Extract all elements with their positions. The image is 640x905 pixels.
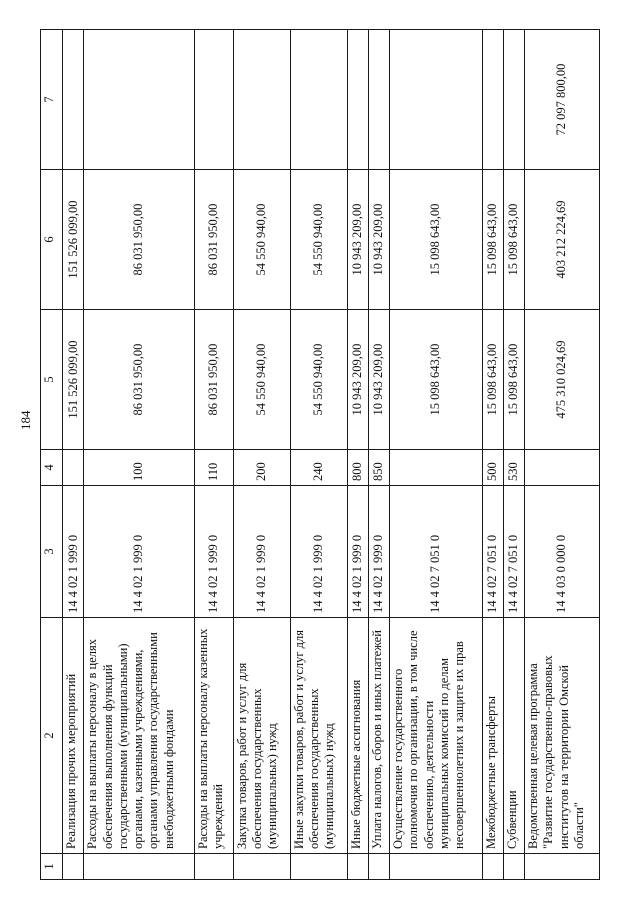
- amount-total-cell: 86 031 950,00: [84, 310, 194, 450]
- row-index-cell: [525, 854, 600, 880]
- expense-name-cell: Осуществление государственного полномочия по организации, в том числе обеспечению, деятельности муниципальных комиссий по делам несовершеннолетних и защите их прав: [390, 618, 483, 854]
- amount-column-7-cell: [390, 30, 483, 170]
- row-index-cell: [233, 854, 290, 880]
- amount-column-7-cell: [482, 30, 503, 170]
- table-row: [63, 30, 84, 880]
- table-row: [84, 30, 194, 880]
- expense-name-cell: Иные бюджетные ассигнования: [347, 618, 368, 854]
- amount-total-cell: 54 550 940,00: [290, 310, 347, 450]
- amount-column-6-cell: 15 098 643,00: [390, 170, 483, 310]
- amount-column-6-cell: 86 031 950,00: [84, 170, 194, 310]
- target-article-code-cell: 14 4 02 1 999 0: [63, 486, 84, 618]
- amount-column-6-cell: 10 943 209,00: [347, 170, 368, 310]
- amount-total-cell: 10 943 209,00: [347, 310, 368, 450]
- expense-kind-cell: [63, 450, 84, 486]
- row-index-cell: [503, 854, 524, 880]
- amount-total-cell: 10 943 209,00: [368, 310, 389, 450]
- table-row: [194, 30, 233, 880]
- row-index-cell: [390, 854, 483, 880]
- table-row: [503, 30, 524, 880]
- amount-total-cell: 15 098 643,00: [390, 310, 483, 450]
- column-header: 5: [41, 310, 63, 450]
- expense-name-cell: Реализация прочих мероприятий: [63, 618, 84, 854]
- target-article-code-cell: 14 4 02 1 999 0: [194, 486, 233, 618]
- expense-name-cell: Расходы на выплаты персоналу казенных учреждений: [194, 618, 233, 854]
- target-article-code-cell: 14 4 02 1 999 0: [290, 486, 347, 618]
- table-header-row: [41, 30, 63, 880]
- row-index-cell: [84, 854, 194, 880]
- column-header: 3: [41, 486, 63, 618]
- expense-name-cell: Иные закупки товаров, работ и услуг для обеспечения государственных (муниципальных) нужд: [290, 618, 347, 854]
- expense-name-cell: Ведомственная целевая программа "Развитие государственно-правовых институтов на территории Омской области": [525, 618, 600, 854]
- row-index-cell: [63, 854, 84, 880]
- row-index-cell: [482, 854, 503, 880]
- expense-kind-cell: 200: [233, 450, 290, 486]
- amount-column-6-cell: 151 526 099,00: [63, 170, 84, 310]
- column-header: 7: [41, 30, 63, 170]
- row-index-cell: [368, 854, 389, 880]
- row-index-cell: [290, 854, 347, 880]
- expense-name-cell: Закупка товаров, работ и услуг для обеспечения государственных (муниципальных) нужд: [233, 618, 290, 854]
- amount-column-7-cell: [503, 30, 524, 170]
- table-row: [290, 30, 347, 880]
- expense-name-cell: Расходы на выплаты персоналу в целях обеспечения выполнения функций государственными (муниципальными) органами, казенными учреждениями, органами управления государственными внебюджетными фондами: [84, 618, 194, 854]
- expense-name-cell: Субвенции: [503, 618, 524, 854]
- expense-kind-cell: [525, 450, 600, 486]
- table-row: [347, 30, 368, 880]
- expense-kind-cell: 240: [290, 450, 347, 486]
- amount-column-6-cell: 86 031 950,00: [194, 170, 233, 310]
- target-article-code-cell: 14 4 02 7 051 0: [482, 486, 503, 618]
- expense-kind-cell: 800: [347, 450, 368, 486]
- amount-total-cell: 15 098 643,00: [503, 310, 524, 450]
- amount-column-7-cell: 72 097 800,00: [525, 30, 600, 170]
- target-article-code-cell: 14 4 02 1 999 0: [233, 486, 290, 618]
- page-number: 184: [18, 410, 33, 430]
- table-row: [525, 30, 600, 880]
- table-row: [368, 30, 389, 880]
- column-header: 1: [41, 854, 63, 880]
- amount-column-6-cell: 54 550 940,00: [290, 170, 347, 310]
- amount-column-6-cell: 54 550 940,00: [233, 170, 290, 310]
- expense-name-cell: Межбюджетные трансферты: [482, 618, 503, 854]
- amount-column-7-cell: [63, 30, 84, 170]
- amount-column-7-cell: [290, 30, 347, 170]
- amount-column-7-cell: [368, 30, 389, 170]
- amount-column-6-cell: 15 098 643,00: [482, 170, 503, 310]
- target-article-code-cell: 14 4 02 7 051 0: [503, 486, 524, 618]
- target-article-code-cell: 14 4 02 1 999 0: [347, 486, 368, 618]
- row-index-cell: [347, 854, 368, 880]
- amount-column-7-cell: [194, 30, 233, 170]
- expense-kind-cell: 100: [84, 450, 194, 486]
- column-header: 6: [41, 170, 63, 310]
- expense-kind-cell: 850: [368, 450, 389, 486]
- expense-name-cell: Уплата налогов, сборов и иных платежей: [368, 618, 389, 854]
- amount-total-cell: 54 550 940,00: [233, 310, 290, 450]
- amount-column-7-cell: [347, 30, 368, 170]
- amount-column-6-cell: 10 943 209,00: [368, 170, 389, 310]
- expense-kind-cell: 530: [503, 450, 524, 486]
- target-article-code-cell: 14 4 02 1 999 0: [368, 486, 389, 618]
- table-row: [233, 30, 290, 880]
- table-row: [482, 30, 503, 880]
- expense-kind-cell: [390, 450, 483, 486]
- amount-column-7-cell: [84, 30, 194, 170]
- amount-column-6-cell: 403 212 224,69: [525, 170, 600, 310]
- target-article-code-cell: 14 4 02 7 051 0: [390, 486, 483, 618]
- amount-total-cell: 15 098 643,00: [482, 310, 503, 450]
- column-header: 4: [41, 450, 63, 486]
- amount-total-cell: 475 310 024,69: [525, 310, 600, 450]
- budget-table: [40, 29, 600, 880]
- amount-column-7-cell: [233, 30, 290, 170]
- expense-kind-cell: 110: [194, 450, 233, 486]
- column-header: 2: [41, 618, 63, 854]
- target-article-code-cell: 14 4 02 1 999 0: [84, 486, 194, 618]
- expense-kind-cell: 500: [482, 450, 503, 486]
- amount-total-cell: 86 031 950,00: [194, 310, 233, 450]
- table-row: [390, 30, 483, 880]
- amount-total-cell: 151 526 099,00: [63, 310, 84, 450]
- row-index-cell: [194, 854, 233, 880]
- budget-table-frame: [40, 30, 600, 880]
- target-article-code-cell: 14 4 03 0 000 0: [525, 486, 600, 618]
- amount-column-6-cell: 15 098 643,00: [503, 170, 524, 310]
